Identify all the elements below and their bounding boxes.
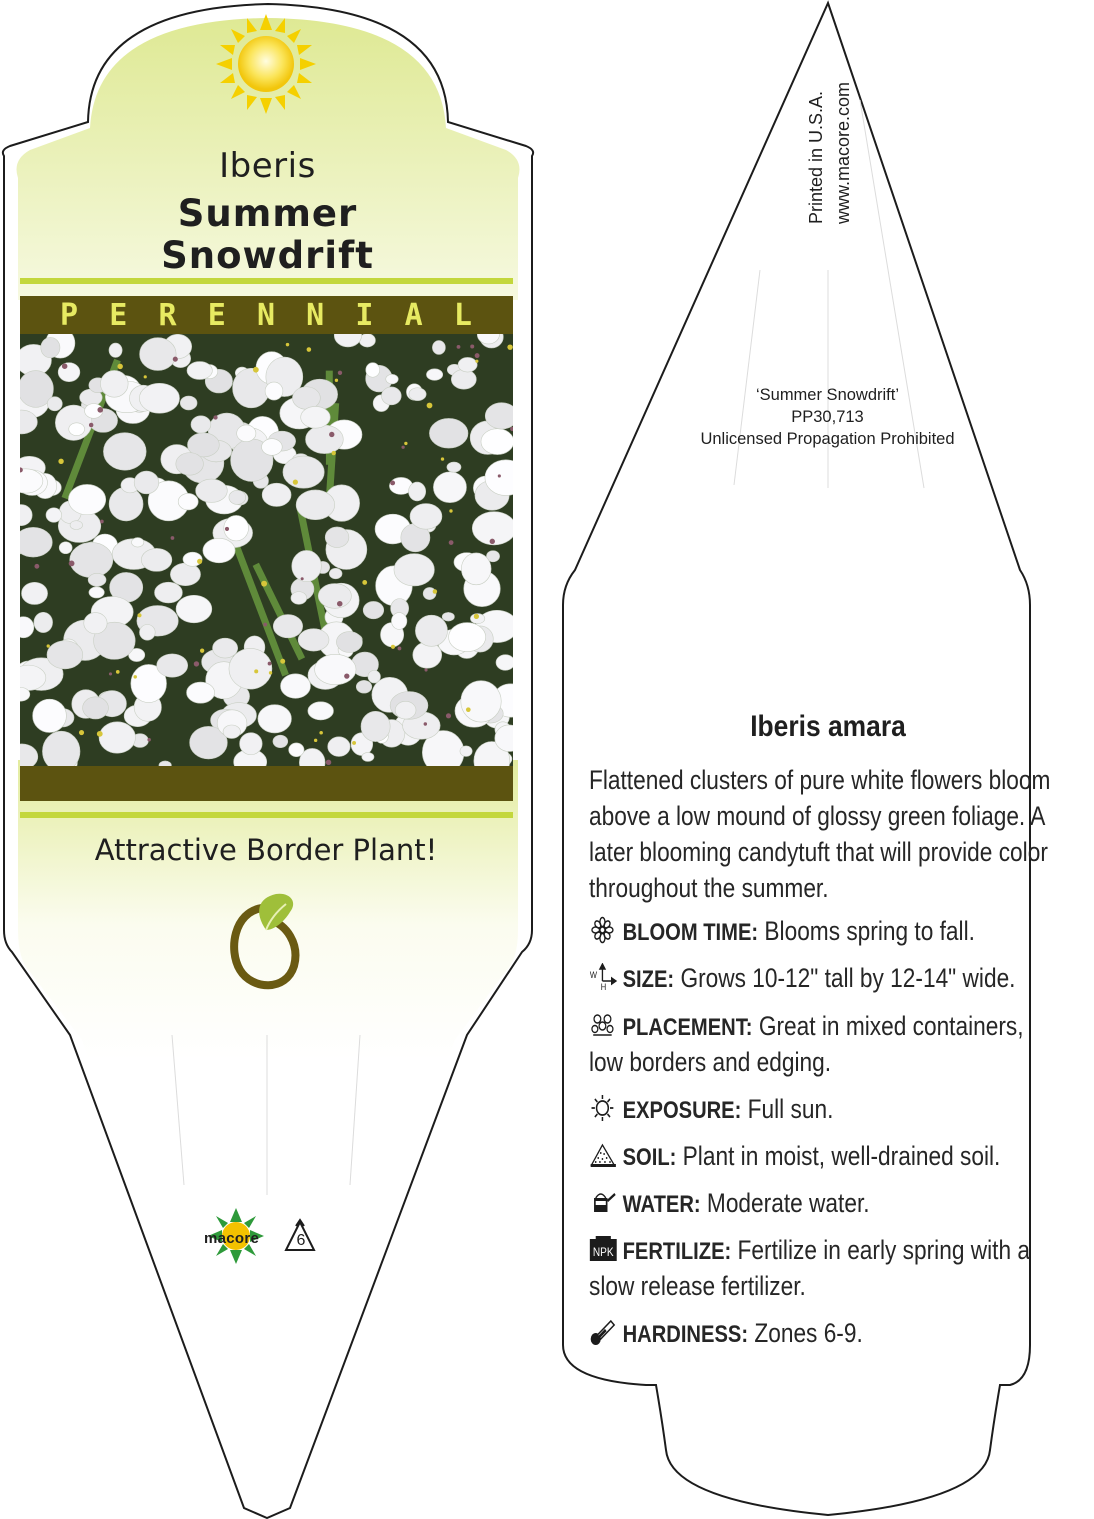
attribute-hardiness	[589, 1316, 1059, 1352]
petal-shape	[223, 725, 240, 738]
petal-shape	[292, 550, 322, 581]
attribute-label: PLACEMENT:	[622, 1014, 753, 1041]
stamen-shape	[398, 647, 402, 651]
petal-shape	[368, 670, 381, 683]
petal-shape	[386, 374, 399, 384]
attribute-label: BLOOM TIME:	[622, 919, 759, 946]
category-letter: A	[404, 297, 423, 333]
stamen-shape	[100, 520, 104, 524]
stamen-shape	[301, 577, 304, 580]
attribute-value: Fertilize in early spring with a slow release fertilizer.	[589, 1235, 1030, 1301]
attribute-value: Full sun.	[747, 1094, 834, 1124]
petal-shape	[139, 383, 179, 413]
petal-shape	[170, 563, 200, 586]
attribute-value: Great in mixed containers, low borders and edging.	[589, 1011, 1024, 1077]
petal-shape	[410, 504, 442, 530]
attribute-value: Moderate water.	[706, 1188, 870, 1218]
stamen-shape	[335, 379, 338, 382]
petal-shape	[394, 554, 434, 586]
petal-shape	[196, 479, 228, 502]
stamen-shape	[404, 442, 407, 445]
petal-shape	[33, 699, 67, 732]
petal-shape	[187, 362, 212, 380]
stamen-shape	[117, 364, 122, 369]
stamen-shape	[89, 423, 93, 427]
petal-shape	[34, 612, 53, 632]
stamen-shape	[261, 581, 267, 587]
stamen-shape	[263, 623, 267, 627]
petal-shape	[308, 702, 334, 720]
petal-shape	[157, 654, 188, 677]
petal-shape	[229, 490, 246, 504]
patent-notice: Unlicensed Propagation Prohibited	[700, 430, 955, 448]
attribute-label: HARDINESS:	[622, 1321, 749, 1348]
attribute-label: SIZE:	[622, 966, 675, 993]
attribute-label: FERTILIZE:	[622, 1238, 732, 1265]
stamen-shape	[213, 415, 217, 419]
category-letter: E	[109, 297, 128, 333]
petal-shape	[273, 615, 302, 638]
petal-shape	[281, 674, 311, 699]
petal-shape	[315, 654, 356, 684]
stamen-shape	[427, 403, 433, 409]
attribute-exposure	[589, 1092, 1059, 1128]
stamen-shape	[352, 741, 356, 745]
stamen-shape	[62, 363, 68, 369]
petal-shape	[329, 568, 342, 579]
petal-shape	[134, 471, 159, 494]
petal-shape	[296, 490, 335, 520]
petal-shape	[460, 746, 472, 757]
stamen-shape	[498, 474, 501, 477]
patent-name: ‘Summer Snowdrift’	[755, 386, 900, 404]
stamen-shape	[329, 432, 334, 437]
stamen-shape	[433, 589, 437, 593]
attribute-label: EXPOSURE:	[622, 1097, 742, 1124]
petal-shape	[22, 582, 48, 604]
stamen-shape	[79, 730, 84, 735]
plant-description: Flattened clusters of pure white flowers bloom above a low mound of glossy green foliage. A later blooming candytuft that will provide color throughout the summer.	[589, 765, 1051, 903]
stamen-shape	[116, 670, 120, 674]
petal-shape	[213, 638, 238, 658]
stamen-shape	[58, 459, 63, 464]
petal-shape	[258, 705, 292, 733]
stamen-shape	[319, 731, 323, 735]
stamen-shape	[307, 347, 312, 352]
plant-genus: Iberis	[219, 146, 316, 186]
petal-shape	[301, 406, 331, 428]
category-letter: I	[355, 297, 374, 333]
petal-shape	[361, 711, 390, 741]
sun-icon	[216, 14, 316, 114]
website-text: www.macore.com	[833, 81, 853, 224]
petal-shape	[292, 387, 320, 410]
stamen-shape	[144, 375, 147, 378]
category-letter: R	[158, 297, 177, 333]
thermometer-icon	[589, 1318, 619, 1346]
petal-shape	[42, 731, 80, 771]
petal-shape	[140, 338, 177, 371]
attribute-water	[589, 1186, 1059, 1222]
petal-shape	[176, 453, 204, 476]
petal-shape	[83, 697, 109, 719]
stamen-shape	[34, 564, 39, 569]
size-icon-w: W	[589, 969, 597, 981]
stamen-shape	[338, 371, 342, 375]
stamen-shape	[286, 343, 289, 346]
stamen-shape	[194, 661, 199, 666]
size-icon-h: H	[600, 981, 607, 991]
petal-shape	[41, 337, 60, 357]
attribute-label: WATER:	[622, 1191, 701, 1218]
stamen-shape	[225, 527, 229, 531]
petal-shape	[69, 423, 85, 436]
petal-shape	[139, 625, 155, 641]
stamen-shape	[173, 357, 178, 362]
stamen-shape	[314, 739, 317, 742]
petal-shape	[391, 613, 406, 630]
stamen-shape	[137, 613, 141, 617]
petal-shape	[180, 396, 197, 410]
stamen-shape	[344, 673, 349, 678]
petal-shape	[70, 521, 82, 530]
petal-shape	[363, 601, 384, 618]
stamen-shape	[475, 360, 478, 363]
petal-shape	[298, 629, 329, 651]
npk-text: NPK	[592, 1246, 614, 1260]
petal-shape	[88, 573, 106, 586]
attribute-size	[589, 961, 1059, 997]
brand-logo-text: macore	[204, 1230, 260, 1247]
petal-shape	[429, 418, 468, 448]
petal-shape	[178, 493, 198, 509]
petal-shape	[203, 538, 235, 562]
petal-shape	[283, 456, 324, 488]
petal-shape	[409, 388, 426, 401]
petal-shape	[291, 592, 307, 605]
attribute-placement	[589, 1009, 1059, 1080]
petal-shape	[496, 655, 515, 671]
petal-shape	[458, 357, 477, 372]
tagline: Attractive Border Plant!	[94, 833, 438, 867]
stamen-shape	[133, 675, 136, 678]
petal-shape	[103, 433, 146, 470]
stamen-shape	[391, 645, 395, 649]
petal-shape	[229, 648, 272, 689]
stamen-shape	[200, 649, 204, 653]
petal-shape	[68, 484, 105, 514]
stamen-shape	[326, 760, 331, 765]
attribute-value: Plant in moist, well-drained soil.	[682, 1141, 1001, 1171]
stamen-shape	[449, 540, 454, 545]
petal-shape	[451, 369, 476, 389]
stamen-shape	[362, 580, 367, 585]
category-letter: N	[306, 297, 325, 333]
stamen-shape	[268, 662, 272, 666]
stamen-shape	[470, 344, 474, 348]
stamen-shape	[47, 644, 50, 647]
petal-shape	[176, 595, 212, 623]
petal-shape	[481, 429, 514, 455]
stamen-shape	[293, 480, 298, 485]
petal-shape	[70, 542, 113, 577]
petal-shape	[132, 538, 144, 547]
petal-shape	[262, 483, 291, 506]
petal-shape	[461, 681, 501, 722]
category-letter: E	[207, 297, 226, 333]
stamen-shape	[475, 353, 480, 358]
stamen-shape	[97, 731, 103, 737]
category-band	[20, 296, 512, 334]
stamen-shape	[147, 738, 150, 741]
flower-icon	[589, 916, 619, 944]
petal-shape	[366, 363, 380, 378]
stamen-shape	[97, 407, 103, 413]
petal-shape	[237, 425, 256, 442]
petal-shape	[426, 369, 442, 380]
attribute-value: Grows 10-12" tall by 12-14" wide.	[680, 963, 1016, 993]
petal-shape	[447, 462, 461, 472]
printed-in-text: Printed in U.S.A.	[806, 90, 826, 224]
petal-shape	[325, 527, 349, 548]
stamen-shape	[253, 367, 259, 373]
petal-shape	[432, 340, 445, 354]
petal-shape	[109, 343, 122, 357]
stamen-shape	[457, 345, 461, 349]
petal-shape	[381, 387, 401, 405]
petal-shape	[187, 682, 215, 703]
size-icon	[589, 963, 619, 991]
petal-shape	[47, 397, 62, 411]
petal-shape	[395, 701, 416, 719]
attribute-value: Zones 6-9.	[754, 1318, 863, 1348]
stamen-shape	[171, 536, 175, 540]
petal-shape	[433, 472, 466, 503]
watering-can-icon	[589, 1188, 619, 1216]
stamen-shape	[109, 672, 112, 675]
petal-shape	[240, 733, 263, 755]
petal-shape	[356, 680, 372, 693]
petal-shape	[59, 542, 72, 554]
stamen-shape	[490, 539, 495, 544]
stamen-shape	[254, 669, 258, 673]
stamen-shape	[337, 601, 343, 607]
petal-shape	[58, 363, 80, 382]
attribute-soil	[589, 1139, 1059, 1175]
stamen-shape	[507, 344, 512, 349]
flower-photo	[6, 324, 529, 780]
stamen-shape	[466, 707, 471, 712]
petal-shape	[99, 722, 135, 753]
category-letter: P	[60, 297, 79, 333]
petal-shape	[100, 370, 128, 397]
species-name: Iberis amara	[750, 710, 906, 743]
petal-shape	[442, 612, 454, 621]
petal-shape	[265, 382, 283, 400]
stamen-shape	[269, 671, 272, 674]
attribute-label: SOIL:	[622, 1144, 677, 1171]
npk-icon	[589, 1235, 619, 1263]
recycle-code: 6	[296, 1232, 306, 1249]
stamen-shape	[332, 451, 336, 455]
stamen-shape	[69, 560, 75, 566]
attribute-bloom-time	[589, 914, 1059, 950]
category-letter: N	[256, 297, 275, 333]
attribute-fertilize	[589, 1233, 1059, 1304]
petal-shape	[336, 632, 362, 653]
petal-shape	[362, 752, 374, 761]
petal-shape	[328, 737, 350, 757]
stamen-shape	[441, 457, 444, 460]
petal-shape	[155, 582, 183, 603]
petal-shape	[84, 613, 107, 634]
plant-cultivar-line2: Snowdrift	[161, 234, 374, 277]
soil-icon	[589, 1141, 619, 1169]
patent-number: PP30,713	[791, 408, 864, 426]
petal-shape	[46, 508, 62, 523]
petal-shape	[409, 482, 426, 501]
category-letter: L	[453, 297, 472, 333]
stamen-shape	[424, 722, 427, 725]
petal-shape	[262, 439, 283, 456]
stamen-shape	[401, 446, 404, 449]
petal-shape	[273, 735, 288, 747]
petal-shape	[89, 587, 104, 598]
petal-shape	[141, 548, 172, 571]
stamen-shape	[197, 559, 202, 564]
petal-shape	[306, 425, 344, 453]
sun-outline-icon	[589, 1094, 619, 1122]
petal-shape	[289, 743, 304, 757]
stamen-shape	[424, 668, 427, 671]
plant-cultivar-line1: Summer	[177, 192, 358, 235]
petal-shape	[415, 615, 447, 646]
petal-shape	[191, 416, 211, 433]
stamen-shape	[280, 659, 285, 664]
petal-shape	[318, 584, 351, 609]
attribute-value: Blooms spring to fall.	[764, 916, 975, 946]
petal-shape	[461, 553, 491, 585]
petal-shape	[47, 641, 83, 669]
placement-icon	[589, 1011, 619, 1039]
stamen-shape	[474, 614, 479, 619]
petal-shape	[449, 623, 486, 652]
stamen-shape	[390, 480, 395, 485]
stamen-shape	[446, 713, 451, 718]
stamen-shape	[449, 509, 452, 512]
